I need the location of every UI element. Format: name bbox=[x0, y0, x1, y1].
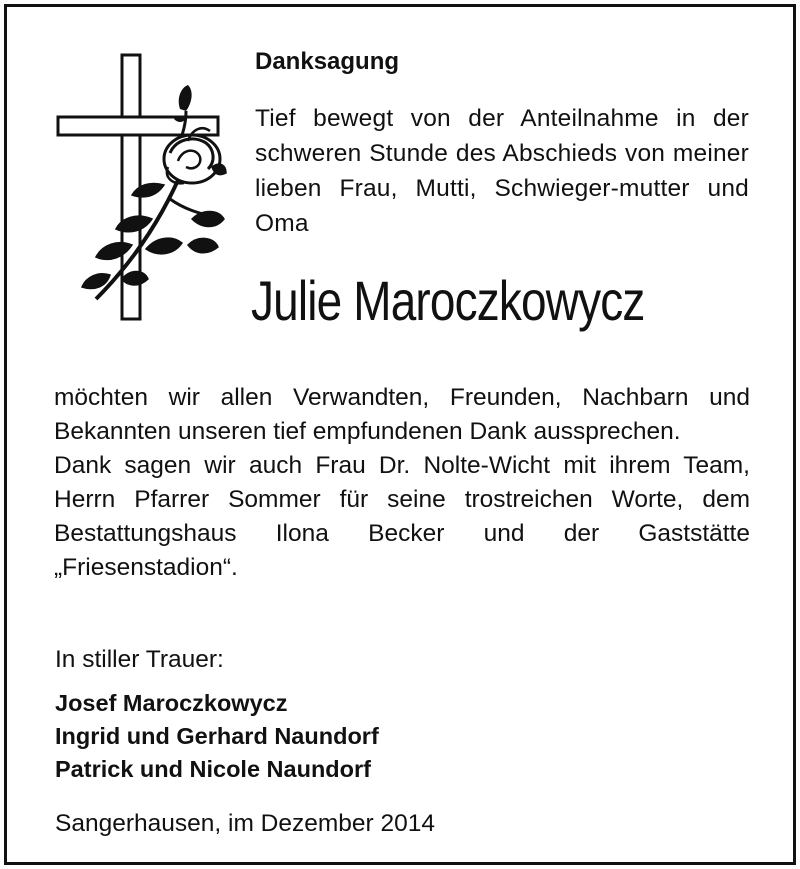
place-and-date: Sangerhausen, im Dezember 2014 bbox=[55, 810, 435, 837]
intro-text: Tief bewegt von der Anteilnahme in der schweren Stunde des Abschieds von meiner lieben Frau, Mutti, Schwieger-mutter und Oma bbox=[255, 105, 749, 237]
mourner-name: Josef Maroczkowycz bbox=[55, 690, 288, 716]
deceased-name: Julie Maroczkowycz bbox=[251, 269, 645, 332]
mourner-name: Ingrid und Gerhard Naundorf bbox=[55, 723, 379, 749]
mourners-list bbox=[55, 687, 379, 786]
obituary-notice bbox=[4, 4, 796, 865]
thanks-paragraph: möchten wir allen Verwandten, Freunden, Nachbarn und Bekannten unseren tief empfundenen Dank aussprechen. bbox=[54, 384, 750, 445]
cross-with-rose-icon bbox=[52, 49, 227, 321]
mourning-label: In stiller Trauer: bbox=[55, 646, 224, 673]
thanks-paragraph-extended: Dank sagen wir auch Frau Dr. Nolte-Wicht mit ihrem Team, Herrn Pfarrer Sommer für seine trostreichen Worte, dem Bestattungshaus Ilona Becker und der Gaststätte „Friesenstadion“. bbox=[54, 452, 750, 581]
notice-heading: Danksagung bbox=[255, 48, 400, 75]
mourner-name: Patrick und Nicole Naundorf bbox=[55, 756, 371, 782]
thanks-text bbox=[54, 381, 750, 585]
